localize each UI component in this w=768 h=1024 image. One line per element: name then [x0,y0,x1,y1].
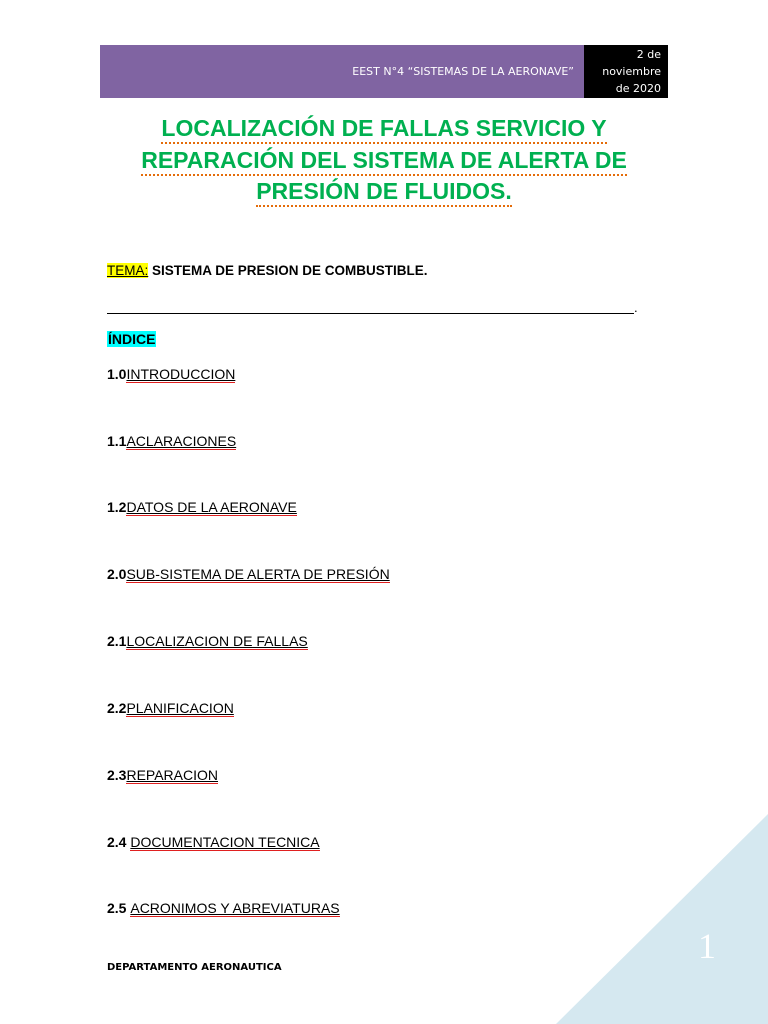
toc-item[interactable] [107,631,308,651]
toc-item[interactable] [107,832,320,852]
toc-number: 2.2 [107,700,127,716]
toc-link[interactable]: DOCUMENTACION TECNICA [130,834,320,850]
header-date-line: 2 de [636,48,661,61]
toc-link[interactable]: SUB-SISTEMA DE ALERTA DE PRESIÓN [126,566,390,582]
toc-number: 1.1 [107,433,127,449]
footer-department: DEPARTAMENTO AERONAUTICA [107,962,282,973]
title-line: REPARACIÓN DEL SISTEMA DE ALERTA DE [141,147,627,176]
toc-item[interactable] [107,564,390,584]
page-corner-decoration [556,814,768,1024]
title-line: LOCALIZACIÓN DE FALLAS SERVICIO Y [161,115,606,144]
header-title: EEST N°4 “SISTEMAS DE LA AERONAVE” [352,65,574,78]
toc-link[interactable]: REPARACION [126,767,219,783]
header-date-line: de 2020 [615,82,661,95]
toc-number: 2.5 [107,900,131,916]
toc-number: 2.4 [107,834,131,850]
header-bar [100,45,584,98]
tema-label: TEMA: [107,263,149,278]
toc-link[interactable]: LOCALIZACION DE FALLAS [126,633,308,649]
toc-item[interactable] [107,698,234,718]
toc-item[interactable] [107,898,340,918]
underline-rule [107,313,634,314]
toc-link[interactable]: ACLARACIONES [126,433,237,449]
toc-number: 2.1 [107,633,127,649]
toc-item[interactable] [107,765,218,785]
rule-end-dot: . [634,300,638,315]
toc-link[interactable]: INTRODUCCION [126,366,236,382]
tema-line [107,263,428,278]
toc-item[interactable] [107,364,235,384]
tema-text: SISTEMA DE PRESION DE COMBUSTIBLE. [148,263,428,278]
toc-number: 1.2 [107,499,127,515]
header-date [584,45,668,98]
toc-number: 2.0 [107,566,127,582]
toc-item[interactable] [107,497,297,517]
toc-number: 2.3 [107,767,127,783]
document-title [100,113,668,208]
toc-link[interactable]: ACRONIMOS Y ABREVIATURAS [130,900,340,916]
toc-link[interactable]: DATOS DE LA AERONAVE [126,499,297,515]
toc-link[interactable]: PLANIFICACION [126,700,234,716]
title-line: PRESIÓN DE FLUIDOS. [256,178,512,207]
page-number: 1 [698,926,716,966]
toc-item[interactable] [107,431,236,451]
header-date-line: noviembre [602,65,661,78]
toc-number: 1.0 [107,366,127,382]
indice-heading: ÍNDICE [108,331,156,347]
